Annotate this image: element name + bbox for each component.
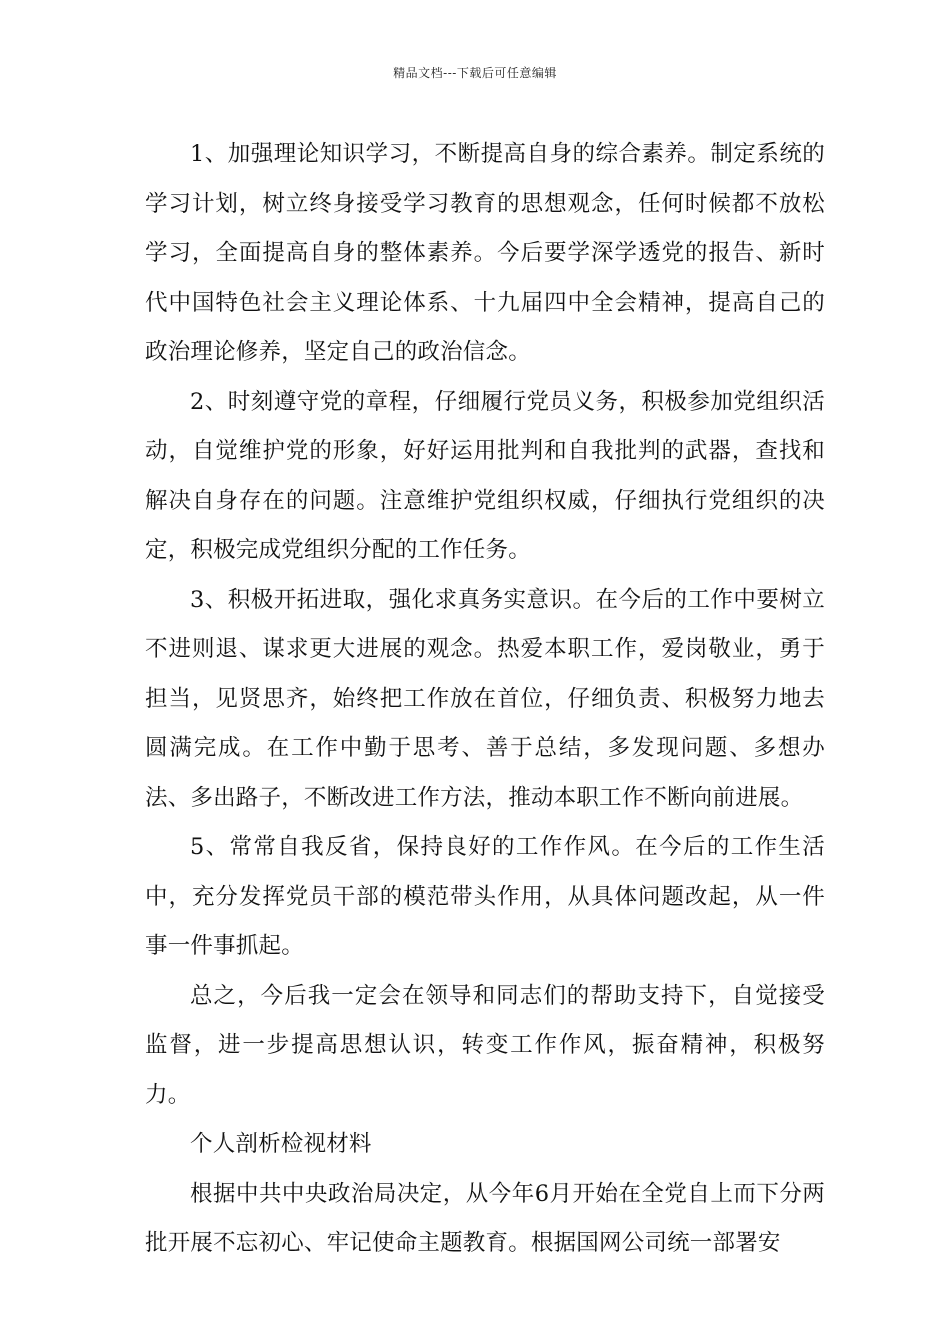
page-header: 精品文档---下载后可任意编辑 <box>393 66 557 80</box>
document-body <box>145 130 825 1269</box>
paragraph-5: 5、常常自我反省，保持良好的工作作风。在今后的工作生活中，充分发挥党员干部的模范带头作用，从具体问题改起，从一件事一件事抓起。 <box>145 834 825 959</box>
paragraph-1: 1、加强理论知识学习，不断提高自身的综合素养。制定系统的学习计划，树立终身接受学习教育的思想观念，任何时候都不放松学习，全面提高自身的整体素养。今后要学深学透党的报告、新时代中国特色社会主义理论体系、十九届四中全会精神，提高自己的政治理论修养，坚定自己的政治信念。 <box>145 141 825 365</box>
paragraph-3: 3、积极开拓进取，强化求真务实意识。在今后的工作中要树立不进则退、谋求更大进展的观念。热爱本职工作，爱岗敬业，勇于担当，见贤思齐，始终把工作放在首位，仔细负责、积极努力地去圆满完成。在工作中勤于思考、善于总结，多发现问题、多想办法、多出路子，不断改进工作方法，推动本职工作不断向前进展。 <box>145 586 825 811</box>
paragraph-summary: 总之，今后我一定会在领导和同志们的帮助支持下，自觉接受监督，进一步提高思想认识，转变工作作风，振奋精神，积极努力。 <box>145 982 825 1108</box>
paragraph-intro: 根据中共中央政治局决定，从今年6月开始在全党自上而下分两批开展不忘初心、牢记使命主题教育。根据国网公司统一部署安 <box>145 1180 825 1256</box>
section-title: 个人剖析检视材料 <box>190 1131 372 1157</box>
paragraph-2: 2、时刻遵守党的章程，仔细履行党员义务，积极参加党组织活动，自觉维护党的形象，好好运用批判和自我批判的武器，查找和解决自身存在的问题。注意维护党组织权威，仔细执行党组织的决定，积极完成党组织分配的工作任务。 <box>145 388 825 563</box>
